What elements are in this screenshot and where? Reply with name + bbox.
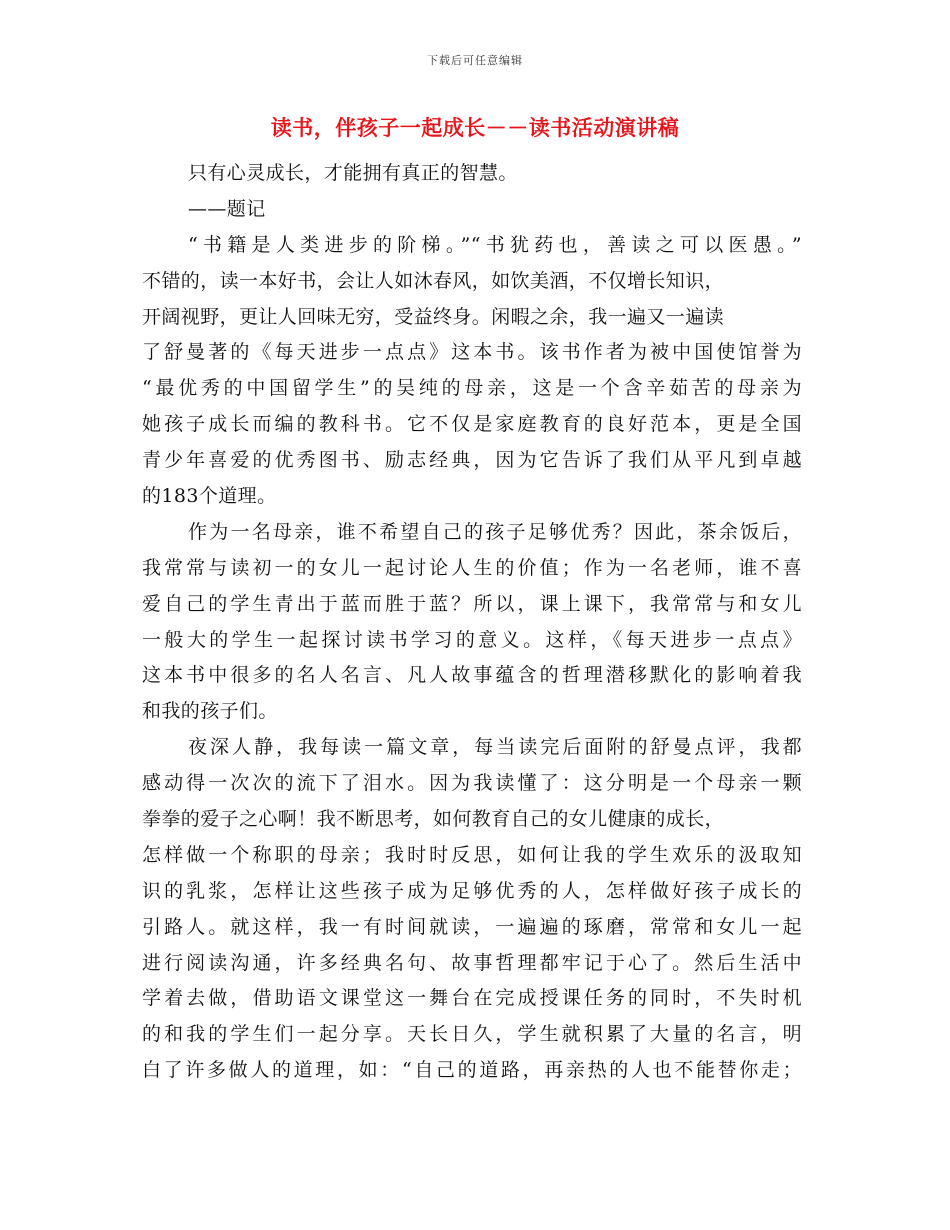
text-line: 开阔视野，更让人回味无穷，受益终身。闲暇之余，我一遍又一遍读 [142, 305, 725, 328]
text-line: 白了许多做人的道理，如：“自己的道路，再亲热的人也不能替你走； [142, 1059, 802, 1082]
text-line: 和我的孩子们。 [142, 700, 278, 723]
text-line: 进行阅读沟通，许多经典名句、故事哲理都牢记于心了。然后生活中 [142, 951, 802, 974]
text-line: 识的乳浆，怎样让这些孩子成为足够优秀的人，怎样做好孩子成长的 [142, 879, 802, 902]
text-line: “最优秀的中国留学生”的吴纯的母亲，这是一个含辛茹苦的母亲为 [142, 377, 802, 400]
document-body [142, 156, 802, 1089]
text-line: 怎样做一个称职的母亲；我时时反思，如何让我的学生欢乐的汲取知 [142, 843, 802, 866]
text-line: ——题记 [188, 197, 266, 220]
text-line: 一般大的学生一起探讨读书学习的意义。这样，《每天进步一点点》 [142, 628, 802, 651]
text-line: 我常常与读初一的女儿一起讨论人生的价值；作为一名老师，谁不喜 [142, 556, 802, 579]
text-line: 这本书中很多的名人名言、凡人故事蕴含的哲理潜移默化的影响着我 [142, 664, 802, 687]
text-line: 青少年喜爱的优秀图书、励志经典，因为它告诉了我们从平凡到卓越 [142, 449, 802, 472]
text-line: 夜深人静，我每读一篇文章，每当读完后面附的舒曼点评，我都 [188, 736, 802, 759]
page-header-note: 下载后可任意编辑 [427, 54, 523, 67]
text-line: 不错的，读一本好书，会让人如沐春风，如饮美酒，不仅增长知识， [142, 269, 725, 292]
document-title: 读书，伴孩子一起成长－－读书活动演讲稿 [270, 116, 680, 140]
text-line: 了舒曼著的《每天进步一点点》这本书。该书作者为被中国使馆誉为 [142, 341, 802, 364]
text-line: 只有心灵成长，才能拥有真正的智慧。 [188, 162, 518, 184]
text-line: 感动得一次次的流下了泪水。因为我读懂了：这分明是一个母亲一颗 [142, 772, 802, 795]
text-line: 的和我的学生们一起分享。天长日久，学生就积累了大量的名言，明 [142, 1023, 802, 1046]
text-line: 爱自己的学生青出于蓝而胜于蓝？所以，课上课下，我常常与和女儿 [142, 592, 802, 615]
text-line: 作为一名母亲，谁不希望自己的孩子足够优秀？因此，茶余饭后， [188, 520, 802, 543]
text-line: 拳拳的爱子之心啊！我不断思考，如何教育自己的女儿健康的成长， [142, 808, 725, 831]
text-line: 的183个道理。 [142, 485, 277, 508]
text-line: “书籍是人类进步的阶梯。”“书犹药也，善读之可以医愚。” [188, 233, 802, 256]
text-line: 引路人。就这样，我一有时间就读，一遍遍的琢磨，常常和女儿一起 [142, 915, 802, 938]
text-line: 她孩子成长而编的教科书。它不仅是家庭教育的良好范本，更是全国 [142, 413, 802, 436]
text-line: 学着去做，借助语文课堂这一舞台在完成授课任务的同时，不失时机 [142, 987, 802, 1010]
